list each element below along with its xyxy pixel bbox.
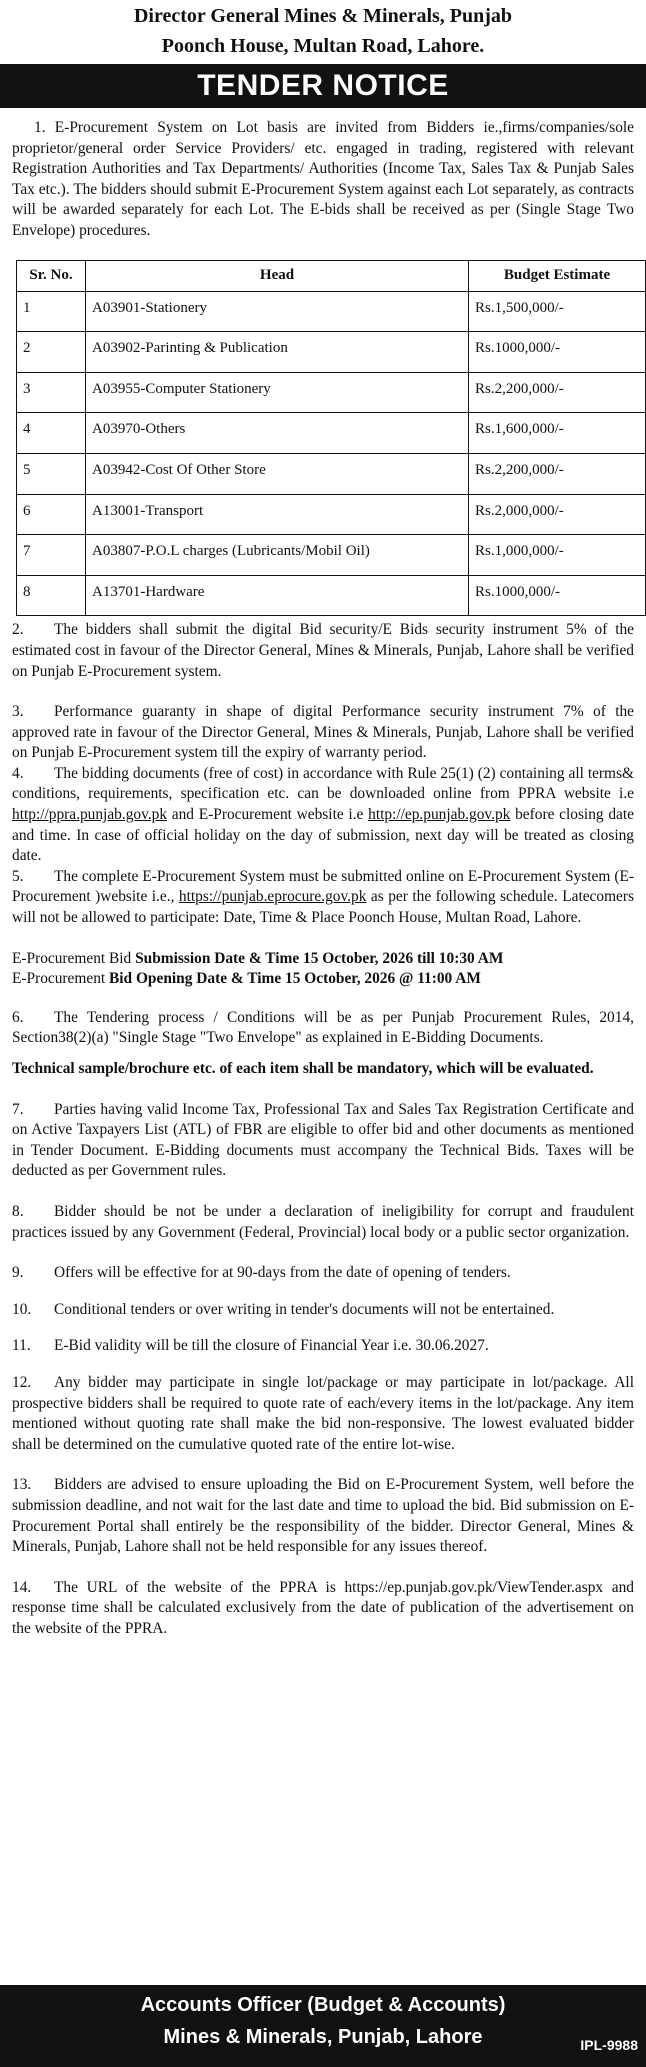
paragraph-number: 7. xyxy=(12,1100,24,1118)
ad-code: IPL-9988 xyxy=(580,2037,638,2053)
paragraph-6 xyxy=(12,1008,634,1049)
cell-sr: 8 xyxy=(17,575,86,616)
notice-body xyxy=(12,118,634,1639)
paragraph-number: 11. xyxy=(12,1337,31,1355)
paragraph-text: The Tendering process / Conditions will be as per Punjab Procurement Rules, 2014, Section38(2)(a) "Single Stage "Two Envelope" as explained in E-Bidding Documents. xyxy=(12,1008,634,1047)
lots-table xyxy=(16,260,646,617)
cell-sr: 7 xyxy=(17,535,86,576)
table-row xyxy=(17,535,646,576)
paragraph-text: before closing date and time. In case of official holiday on the day of submission, next day will be treated as closing date. xyxy=(12,806,634,865)
submission-date xyxy=(12,949,634,970)
paragraph-text: Any bidder may participate in single lot/package or may participate in lot/package. All prospective bidders shall be required to quote rate of each/every items in the lot/package. Any item mentioned without quoting rate shall make the bid non-responsive. The lowest evaluated bidder shall be determined on the cumulative quoted rate of the entire lot-wise. xyxy=(12,1373,634,1453)
paragraph-text: and E-Procurement website i.e xyxy=(167,806,369,824)
signature-footer xyxy=(0,1985,646,2067)
paragraph-13 xyxy=(12,1475,634,1557)
cell-sr: 2 xyxy=(17,332,86,373)
table-row xyxy=(17,372,646,413)
paragraph-text: Parties having valid Income Tax, Professional Tax and Sales Tax Registration Certificate and on Active Taxpayers List (ATL) of FBR are eligible to offer bid and other documents as mentioned in Tender Document. E-Bidding documents must accompany the Technical Bids. Taxes will be deducted as per Government rules. xyxy=(12,1100,634,1180)
paragraph-number: 12. xyxy=(12,1373,32,1391)
paragraph-number: 6. xyxy=(12,1008,24,1026)
paragraph-number: 13. xyxy=(12,1476,32,1494)
paragraph-text: The complete E-Procurement System must be submitted online on E-Procurement System (E-Procurement )website i.e., xyxy=(12,867,634,906)
schedule-dates xyxy=(12,949,634,990)
col-header-sr: Sr. No. xyxy=(17,260,86,291)
paragraph-1: 1. E-Procurement System on Lot basis are invited from Bidders ie.,firms/companies/sole proprietor/general order Service Providers/ etc. engaged in trading, registered with relevant Registration Authorities and Tax Departments/ Authorities (Income Tax, Sales Tax & Punjab Sales Tax etc.). The bidders should submit E-Procurement System against each Lot separately, as contracts will be awarded separately for each Lot. The E-bids shall be received as per (Single Stage Two Envelope) procedures. xyxy=(12,119,634,239)
technical-note: Technical sample/brochure etc. of each item shall be mandatory, which will be evaluated. xyxy=(12,1060,594,1077)
cell-budget: Rs.1,500,000/- xyxy=(469,291,646,332)
paragraph-12 xyxy=(12,1373,634,1455)
issuer-header xyxy=(0,0,646,61)
cell-sr: 4 xyxy=(17,413,86,454)
cell-sr: 3 xyxy=(17,372,86,413)
cell-budget: Rs.2,000,000/- xyxy=(469,494,646,535)
cell-head: A13701-Hardware xyxy=(86,575,469,616)
date-prefix: E-Procurement xyxy=(12,970,110,988)
cell-head: A13001-Transport xyxy=(86,494,469,535)
paragraph-number: 4. xyxy=(12,764,24,782)
col-header-budget: Budget Estimate xyxy=(469,260,646,291)
table-row xyxy=(17,453,646,494)
issuer-address: Poonch House, Multan Road, Lahore. xyxy=(161,35,485,57)
paragraph-number: 8. xyxy=(12,1202,24,1220)
table-row xyxy=(17,291,646,332)
paragraph-4 xyxy=(12,764,634,867)
cell-head: A03902-Parinting & Publication xyxy=(86,332,469,373)
paragraph-text: E-Bid validity will be till the closure of Financial Year i.e. 30.06.2027. xyxy=(54,1337,489,1355)
cell-sr: 5 xyxy=(17,453,86,494)
paragraph-text: Conditional tenders or over writing in tender's documents will not be entertained. xyxy=(54,1300,555,1318)
paragraph-2 xyxy=(12,620,634,682)
paragraph-number: 9. xyxy=(12,1264,24,1282)
table-row xyxy=(17,494,646,535)
paragraph-number: 5. xyxy=(12,867,24,885)
paragraph-text: Bidders are advised to ensure uploading the Bid on E-Procurement System, well before the submission deadline, and not wait for the last date and time to upload the bid. Bid submission on E-Procurement Portal shall entirely be the responsibility of the bidder. Director General, Mines & Minerals, Punjab, Lahore shall not be held responsible for any issues thereof. xyxy=(12,1476,634,1556)
paragraph-3 xyxy=(12,702,634,764)
paragraph-number: 3. xyxy=(12,703,24,721)
paragraph-10 xyxy=(12,1300,634,1321)
issuer-name: Director General Mines & Minerals, Punjab xyxy=(133,5,513,27)
table-row xyxy=(17,332,646,373)
paragraph-text: Offers will be effective for at 90-days from the date of opening of tenders. xyxy=(54,1264,511,1282)
paragraph-8 xyxy=(12,1202,634,1243)
paragraph-text: as per the following schedule. Latecomers will not be allowed to participate: Date, Time & Place Poonch House, Multan Road, Lahore. xyxy=(12,888,635,927)
paragraph-9 xyxy=(12,1263,634,1284)
col-header-head: Head xyxy=(86,260,469,291)
paragraph-7 xyxy=(12,1100,634,1182)
cell-head: A03955-Computer Stationery xyxy=(86,372,469,413)
cell-budget: Rs.1000,000/- xyxy=(469,332,646,373)
eprocurement-link[interactable]: http://ep.punjab.gov.pk xyxy=(368,806,511,824)
cell-head: A03901-Stationery xyxy=(86,291,469,332)
paragraph-text: The URL of the website of the PPRA is https://ep.punjab.gov.pk/ViewTender.aspx and response time shall be calculated exclusively from the date of publication of the advertisement on the website of the PPRA. xyxy=(12,1578,634,1637)
page-title: TENDER NOTICE xyxy=(0,64,646,108)
cell-sr: 1 xyxy=(17,291,86,332)
table-header-row xyxy=(17,260,646,291)
cell-head: A03807-P.O.L charges (Lubricants/Mobil Oil) xyxy=(86,535,469,576)
cell-budget: Rs.1,000,000/- xyxy=(469,535,646,576)
paragraph-number: 2. xyxy=(12,621,24,639)
paragraph-number: 10. xyxy=(12,1300,32,1318)
paragraph-number: 14. xyxy=(12,1578,32,1596)
paragraph-text: The bidders shall submit the digital Bid security/E Bids security instrument 5% of the estimated cost in favour of the Director General, Mines & Minerals, Punjab, Lahore shall be verified on Punjab E-Procurement system. xyxy=(12,621,634,680)
cell-head: A03970-Others xyxy=(86,413,469,454)
paragraph-text: Bidder should be not be under a declaration of ineligibility for corrupt and fraudulent practices issued by any Government (Federal, Provincial) local body or a public sector organization. xyxy=(12,1202,634,1241)
date-value: Submission Date & Time 15 October, 2026 till 10:30 AM xyxy=(135,949,504,967)
signatory-title: Accounts Officer (Budget & Accounts) xyxy=(140,1994,506,2016)
table-row xyxy=(17,575,646,616)
cell-sr: 6 xyxy=(17,494,86,535)
paragraph-11 xyxy=(12,1336,634,1357)
ppra-link[interactable]: http://ppra.punjab.gov.pk xyxy=(12,806,168,824)
paragraph-text: The bidding documents (free of cost) in accordance with Rule 25(1) (2) containing all terms& conditions, requirements, specification etc. can be downloaded online from PPRA website i.e xyxy=(12,764,634,803)
paragraph-text: Performance guaranty in shape of digital Performance security instrument 7% of the approved rate in favour of the Director General, Mines & Minerals, Punjab, Lahore shall be verified on Punjab E-Procurement system till the expiry of warranty period. xyxy=(12,703,634,762)
paragraph-14 xyxy=(12,1578,634,1640)
opening-date xyxy=(12,969,634,990)
paragraph-5 xyxy=(12,867,634,929)
signatory-office: Mines & Minerals, Punjab, Lahore xyxy=(163,2026,483,2048)
cell-budget: Rs.1000,000/- xyxy=(469,575,646,616)
cell-head: A03942-Cost Of Other Store xyxy=(86,453,469,494)
cell-budget: Rs.1,600,000/- xyxy=(469,413,646,454)
table-row xyxy=(17,413,646,454)
cell-budget: Rs.2,200,000/- xyxy=(469,453,646,494)
date-value: Bid Opening Date & Time 15 October, 2026 @ 11:00 AM xyxy=(109,970,481,988)
cell-budget: Rs.2,200,000/- xyxy=(469,372,646,413)
eprocure-link[interactable]: https://punjab.eprocure.gov.pk xyxy=(178,888,367,906)
date-prefix: E-Procurement Bid xyxy=(12,949,136,967)
